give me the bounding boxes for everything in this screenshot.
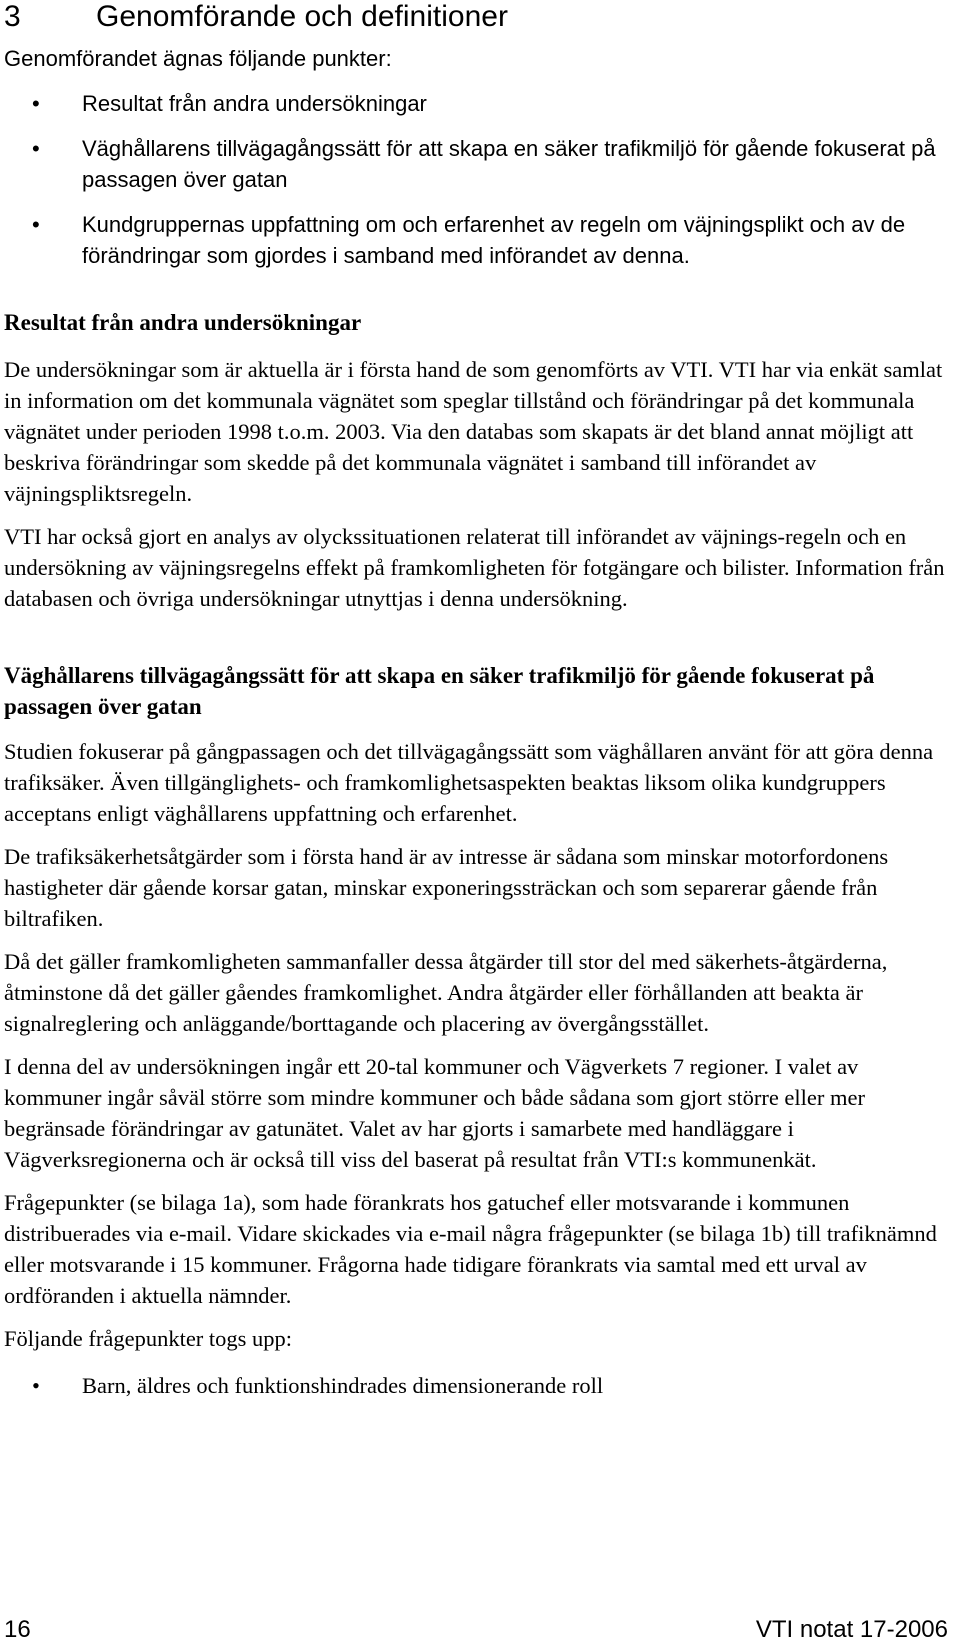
list-item — [4, 88, 948, 119]
chapter-heading — [4, 0, 948, 34]
bullet-icon: • — [32, 91, 40, 116]
list-item-text: Kundgruppernas uppfattning om och erfarenhet av regeln om väjningsplikt och av de förändringar som gjordes i samband med införandet av denna. — [82, 212, 906, 268]
list-item-text: Väghållarens tillvägagångssätt för att skapa en säker trafikmiljö för gående fokuserat på passagen över gatan — [82, 136, 936, 192]
chapter-number: 3 — [4, 0, 21, 33]
points-list — [4, 88, 948, 271]
list-item — [4, 133, 948, 195]
bullet-icon: • — [32, 212, 40, 237]
paragraph: Frågepunkter (se bilaga 1a), som hade förankrats hos gatuchef eller motsvarande i kommunen distribuerades via e-mail. Vidare skickades via e-mail några frågepunkter (se bilaga 1b) till trafiknämnd eller motsvarande i 15 kommuner. Frågorna hade tidigare förankrats via samtal med ett urval av ordföranden i aktuella nämnder. — [4, 1190, 937, 1308]
paragraph: VTI har också gjort en analys av olyckssituationen relaterat till införandet av väjnings-regeln och en undersökning av väjningsregelns effekt på framkomligheten för fotgängare och bilister. Information från databasen och övriga undersökningar utnyttjas i denna undersökning. — [4, 524, 945, 611]
page-footer — [4, 1615, 948, 1645]
question-points-list — [4, 1370, 948, 1401]
paragraph: I denna del av undersökningen ingår ett 20-tal kommuner och Vägverkets 7 regioner. I valet av kommuner ingår såväl större som mindre kommuner och både sådana som gjort större eller mer begränsade förändringar av gatunätet. Valet av har gjorts i samarbete med handläggare i Vägverksregionerna och är också till viss del baserat på resultat från VTI:s kommunenkät. — [4, 1054, 865, 1172]
page-number: 16 — [4, 1616, 31, 1643]
paragraph: De trafiksäkerhetsåtgärder som i första hand är av intresse är sådana som minskar motorfordonens hastigheter där gående korsar gatan, minskar exponeringssträckan och som separerar gående från biltrafiken. — [4, 844, 889, 931]
list-item-text: Resultat från andra undersökningar — [82, 91, 427, 116]
paragraph: Studien fokuserar på gångpassagen och det tillvägagångssätt som väghållaren använt för att göra denna trafiksäker. Även tillgänglighets- och framkomlighetsaspekten beaktas liksom olika kundgruppers acceptans enligt väghållarens uppfattning och erfarenhet. — [4, 739, 934, 826]
intro-text: Genomförandet ägnas följande punkter: — [4, 46, 392, 71]
document-page — [4, 0, 948, 1413]
list-item — [4, 209, 948, 271]
publication-label: VTI notat 17-2006 — [755, 1616, 948, 1643]
chapter-title: Genomförande och definitioner — [96, 0, 508, 33]
list-item — [4, 1370, 948, 1401]
paragraph: De undersökningar som är aktuella är i första hand de som genomförts av VTI. VTI har via enkät samlat in information om det kommunala vägnätet som speglar tillstånd och förändringar på det kommunala vägnätet under perioden 1998 t.o.m. 2003. Via den databas som skapats är det bland annat möjligt att beskriva förändringar som skedde på det kommunala vägnätet i samband till införandet av väjningspliktsregeln. — [4, 357, 943, 506]
bullet-icon: • — [32, 1373, 40, 1398]
section-heading: Väghållarens tillvägagångssätt för att skapa en säker trafikmiljö för gående fokuserat på passagen över gatan — [4, 663, 875, 719]
paragraph: Då det gäller framkomligheten sammanfaller dessa åtgärder till stor del med säkerhets-åtgärderna, åtminstone då det gäller gåendes framkomlighet. Andra åtgärder eller förhållanden att beakta är signalreglering och anläggande/borttagande och placering av övergångsstället. — [4, 949, 888, 1036]
bullet-icon: • — [32, 136, 40, 161]
paragraph: Följande frågepunkter togs upp: — [4, 1326, 293, 1351]
list-item-text: Barn, äldres och funktionshindrades dimensionerande roll — [82, 1373, 604, 1398]
section-heading: Resultat från andra undersökningar — [4, 310, 362, 335]
